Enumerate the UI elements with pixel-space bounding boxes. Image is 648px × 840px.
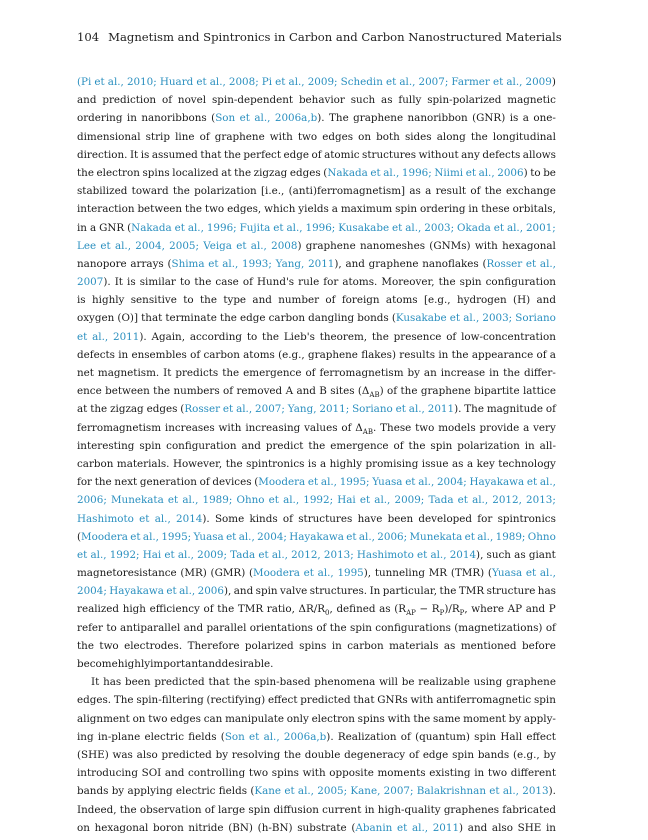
text-line: for the next generation of devices (Moodera et al., 1995; Yuasa et al., 2004; Hayakawa et al., [77,476,556,489]
text-line: direction. It is assumed that the perfect edge of atomic structures without any defects allows [77,148,556,161]
text-line: oxygen (O)] that terminate the edge carbon dangling bonds (Kusakabe et al., 2003; Soriano [77,312,556,325]
body-text [77,76,556,840]
text-line: interaction between the two edges, which yields a maximum spin ordering in these orbitals, [77,203,556,216]
running-title: Magnetism and Spintronics in Carbon and Carbon Nanostructured Materials [108,30,562,44]
text-line: at the zigzag edges (Rosser et al., 2007; Yang, 2011; Soriano et al., 2011). The magnitude of [77,403,556,416]
text-line: (Pi et al., 2010; Huard et al., 2008; Pi et al., 2009; Schedin et al., 2007; Farmer et al., 2009) [77,76,556,88]
text-line: dimensional strip line of graphene with two edges on both sides along the longitudinal [77,130,556,143]
text-line: nanopore arrays (Shima et al., 1993; Yang, 2011), and graphene nanoflakes (Rosser et al., [77,257,556,270]
text-line: magnetoresistance (MR) (GMR) (Moodera et al., 1995), tunneling MR (TMR) (Yuasa et al., [77,567,556,580]
text-line: 2007). It is similar to the case of Hund's rule for atoms. Moreover, the spin configuration [77,276,556,289]
text-line: bands by applying electric fields (Kane et al., 2005; Kane, 2007; Balakrishnan et al., 2013). [77,785,556,798]
text-line: on hexagonal boron nitride (BN) (h-BN) substrate (Abanin et al., 2011) and also SHE in [77,821,556,834]
text-line: Lee et al., 2004, 2005; Veiga et al., 2008) graphene nanomeshes (GNMs) with hexagonal [77,239,556,252]
text-line: is highly sensitive to the type and number of foreign atoms [e.g., hydrogen (H) and [77,294,556,307]
text-line: Indeed, the observation of large spin diffusion current in high-quality graphenes fabricated [77,803,556,816]
text-line: introducing SOI and controlling two spins with opposite moments existing in two different [77,767,556,780]
text-line: 2006; Munekata et al., 1989; Ohno et al., 1992; Hai et al., 2009; Tada et al., 2012, 2013; [77,494,556,507]
text-line: realized high efficiency of the TMR ratio, $\Delta R/R_0$, defined as ($R_{AP}$ − $R_P)/R_P$, where AP and P [77,603,556,618]
running-head [77,30,577,44]
text-line: (Moodera et al., 1995; Yuasa et al., 2004; Hayakawa et al., 2006; Munekata et al., 1989; Ohno [77,530,556,543]
text-line: and prediction of novel spin-dependent behavior such as fully spin-polarized magnetic [77,94,556,107]
text-line: ferromagnetism increases with increasing values of $\Delta_{AB}$. These two models provide a very [77,421,556,436]
text-line: edges. The spin-filtering (rectifying) effect predicted that GNRs with antiferromagnetic spin [77,694,556,707]
text-line: the two electrodes. Therefore polarized spins in carbon materials as mentioned before [77,639,556,652]
text-line: become highly important and desirable. [77,658,274,670]
text-line: defects in ensembles of carbon atoms (e.g., graphene flakes) results in the appearance of a [77,348,556,361]
text-line: stabilized toward the polarization [i.e., (anti)ferromagnetism] as a result of the exchange [77,185,556,198]
text-line: ing in-plane electric fields (Son et al., 2006a,b). Realization of (quantum) spin Hall effect [77,730,556,743]
text-line: in a GNR (Nakada et al., 1996; Fujita et al., 1996; Kusakabe et al., 2003; Okada et al., 2001; [77,221,556,234]
text-line: interesting spin configuration and predict the emergence of the spin polarization in all- [77,439,556,452]
text-line: carbon materials. However, the spintronics is a highly promising issue as a key technology [77,457,556,470]
text-line: the electron spins localized at the zigzag edges (Nakada et al., 1996; Niimi et al., 2006) to be [77,166,556,179]
page-number: 104 [77,30,100,44]
text-line: 2004; Hayakawa et al., 2006), and spin valve structures. In particular, the TMR structure has [77,585,556,598]
text-line: Hashimoto et al., 2014). Some kinds of structures have been developed for spintronics [77,512,556,525]
text-line: et al., 1992; Hai et al., 2009; Tada et al., 2012, 2013; Hashimoto et al., 2014), such as giant [77,548,556,561]
text-line: It has been predicted that the spin-based phenomena will be realizable using graphene [91,676,556,689]
text-line: et al., 2011). Again, according to the Lieb's theorem, the presence of low-concentration [77,330,556,343]
text-line: ordering in nanoribbons (Son et al., 2006a,b). The graphene nanoribbon (GNR) is a one- [77,112,556,125]
text-line: (SHE) was also predicted by resolving the double degeneracy of edge spin bands (e.g., by [77,748,556,761]
text-line: alignment on two edges can manipulate only electron spins with the same moment by apply- [77,712,556,725]
text-line: net magnetism. It predicts the emergence of ferromagnetism by an increase in the differ- [77,367,556,379]
text-line: refer to antiparallel and parallel orientations of the spin configurations (magnetizations) of [77,621,556,634]
text-line: ence between the numbers of removed A and B sites $(\Delta_{AB})$ of the graphene bipartite lattice [77,385,556,400]
